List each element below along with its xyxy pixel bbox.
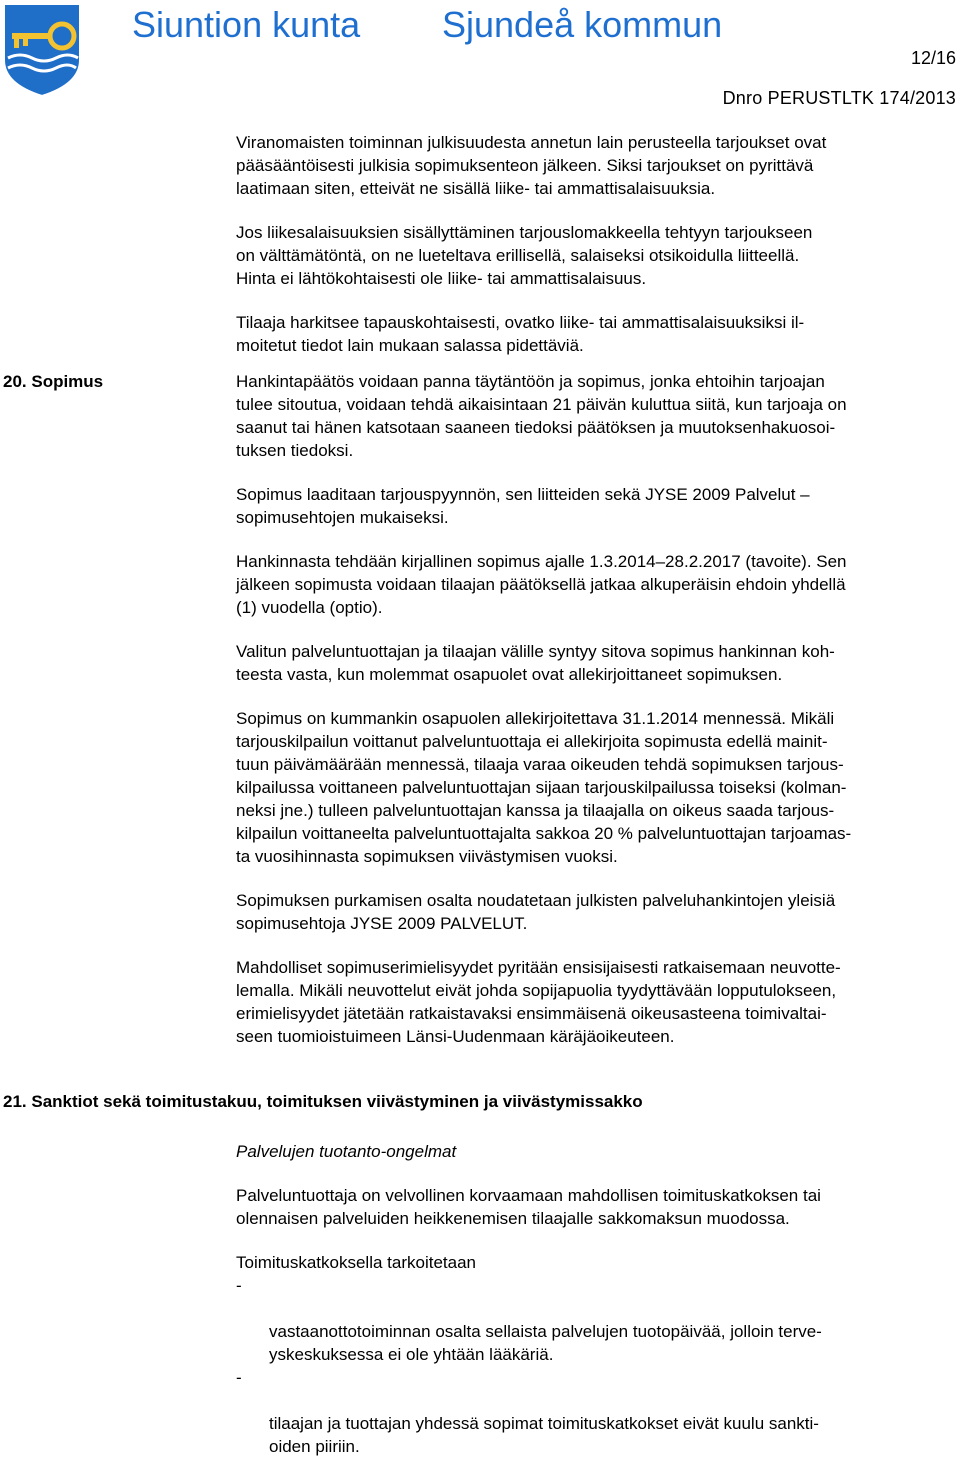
section-20-paragraph-4: Valitun palveluntuottajan ja tilaajan välille syntyy sitova sopimus hankinnan koh- teesta vasta, kun molemmat osapuolet ovat allekirjoittaneet sopimuksen. (236, 642, 835, 684)
list-item-text: tilaajan ja tuottajan yhdessä sopimat toimituskatkokset eivät kuulu sankti- oiden piiriin. (269, 1414, 819, 1456)
section-21-heading: 21. Sanktiot sekä toimitustakuu, toimituksen viivästyminen ja viivästymissakko (3, 1092, 643, 1111)
document-body (0, 131, 960, 1458)
section-20-paragraph-6: Sopimuksen purkamisen osalta noudatetaan julkisten palveluhankintojen yleisiä sopimusehtoja JYSE 2009 PALVELUT. (236, 891, 836, 933)
section-20-label: 20. Sopimus (3, 372, 104, 391)
section-20-paragraph-7: Mahdolliset sopimuserimielisyydet pyritään ensisijaisesti ratkaisemaan neuvotte- lemalla. Mikäli neuvottelut eivät johda sopijapuolia tyydyttävään lopputulokseen, erimielisyydet jätetään ratkaistavaksi ensimmäisenä oikeusasteena toimivaltai- seen tuomioistuimeen Länsi-Uudenmaan käräjäoikeuteen. (236, 958, 841, 1046)
page-number: 12/16 (910, 48, 956, 68)
section-20-paragraph-3: Hankinnasta tehdään kirjallinen sopimus ajalle 1.3.2014–28.2.2017 (tavoite). Sen jälkeen sopimusta voidaan tilaajan päätöksellä jatkaa alkuperäisin ehdoin yhdellä (1) vuodella (optio). (236, 552, 847, 617)
intro-paragraph-1: Viranomaisten toiminnan julkisuudesta annetun lain perusteella tarjoukset ovat pääsääntöisesti julkisia sopimuksenteon jälkeen. Siksi tarjoukset on pyrittävä laatimaan siten, etteivät ne sisällä liike- tai ammattisalaisuuksia. (236, 133, 827, 198)
section-20 (0, 370, 960, 1048)
intro-paragraph-2: Jos liikesalaisuuksien sisällyttäminen tarjouslomakkeella tehtyyn tarjoukseen on välttämätöntä, on ne lueteltava erillisellä, salaiseksi otsikoidulla liitteellä. Hinta ei lähtökohtaisesti ole liike- tai ammattisalaisuus. (236, 223, 813, 288)
municipal-crest-logo (0, 0, 84, 98)
list-bullet: - (236, 1368, 242, 1387)
list-bullet: - (236, 1276, 242, 1295)
section-20-paragraph-1: Hankintapäätös voidaan panna täytäntöön ja sopimus, jonka ehtoihin tarjoajan tulee sitoutua, voidaan tehdä aikaisintaan 21 päivän kuluttua siitä, kun tarjoaja on saanut tai hänen katsotaan saaneen tiedoksi päätöksen ja muutoksenhakuosoi- tuksen tiedoksi. (236, 372, 847, 460)
municipality-name-swedish: Sjundeå kommun (442, 4, 723, 45)
intro-paragraph-3: Tilaaja harkitsee tapauskohtaisesti, ovatko liike- tai ammattisalaisuuksiksi il- moitetut tiedot lain mukaan salassa pidettäviä. (236, 313, 805, 355)
definition-list (236, 1274, 956, 1458)
list-item (236, 1274, 956, 1366)
section-21-paragraph-2: Toimituskatkoksella tarkoitetaan (236, 1253, 477, 1272)
list-item (236, 1366, 956, 1458)
section-21-subheading: Palvelujen tuotanto-ongelmat (236, 1142, 457, 1161)
list-item-text: vastaanottotoiminnan osalta sellaista palvelujen tuotopäivää, jolloin terve- yskeskuksessa ei ole yhtään lääkäriä. (269, 1322, 822, 1364)
section-20-paragraph-5: Sopimus on kummankin osapuolen allekirjoitettava 31.1.2014 mennessä. Mikäli tarjouskilpailun voittanut palveluntuottaja ei allekirjoita sopimusta edellä mainit- tuun päivämäärään mennessä, tilaaja varaa oikeuden tehdä sopimuksen tarjous- kilpailussa voittaneen palveluntuottajan sijaan tarjouskilpailussa toiseksi (kolman- neksi jne.) tulleen palveluntuottajan kanssa ja tilaajalla on oikeus saada tarjous- kilpailun voittaneelta palveluntuottajalta sakkoa 20 % palveluntuottajan tarjoamas- ta vuosihinnasta sopimuksen viivästymisen vuoksi. (236, 709, 852, 866)
document-reference-number: Dnro PERUSTLTK 174/2013 (722, 88, 956, 108)
section-20-paragraph-2: Sopimus laaditaan tarjouspyynnön, sen liitteiden sekä JYSE 2009 Palvelut – sopimusehtojen mukaiseksi. (236, 485, 810, 527)
municipality-name-finnish: Siuntion kunta (132, 4, 361, 45)
section-21-paragraph-1: Palveluntuottaja on velvollinen korvaamaan mahdollisen toimituskatkoksen tai olennaisen palveluiden heikkenemisen tilaajalle sakkomaksun muodossa. (236, 1186, 821, 1228)
